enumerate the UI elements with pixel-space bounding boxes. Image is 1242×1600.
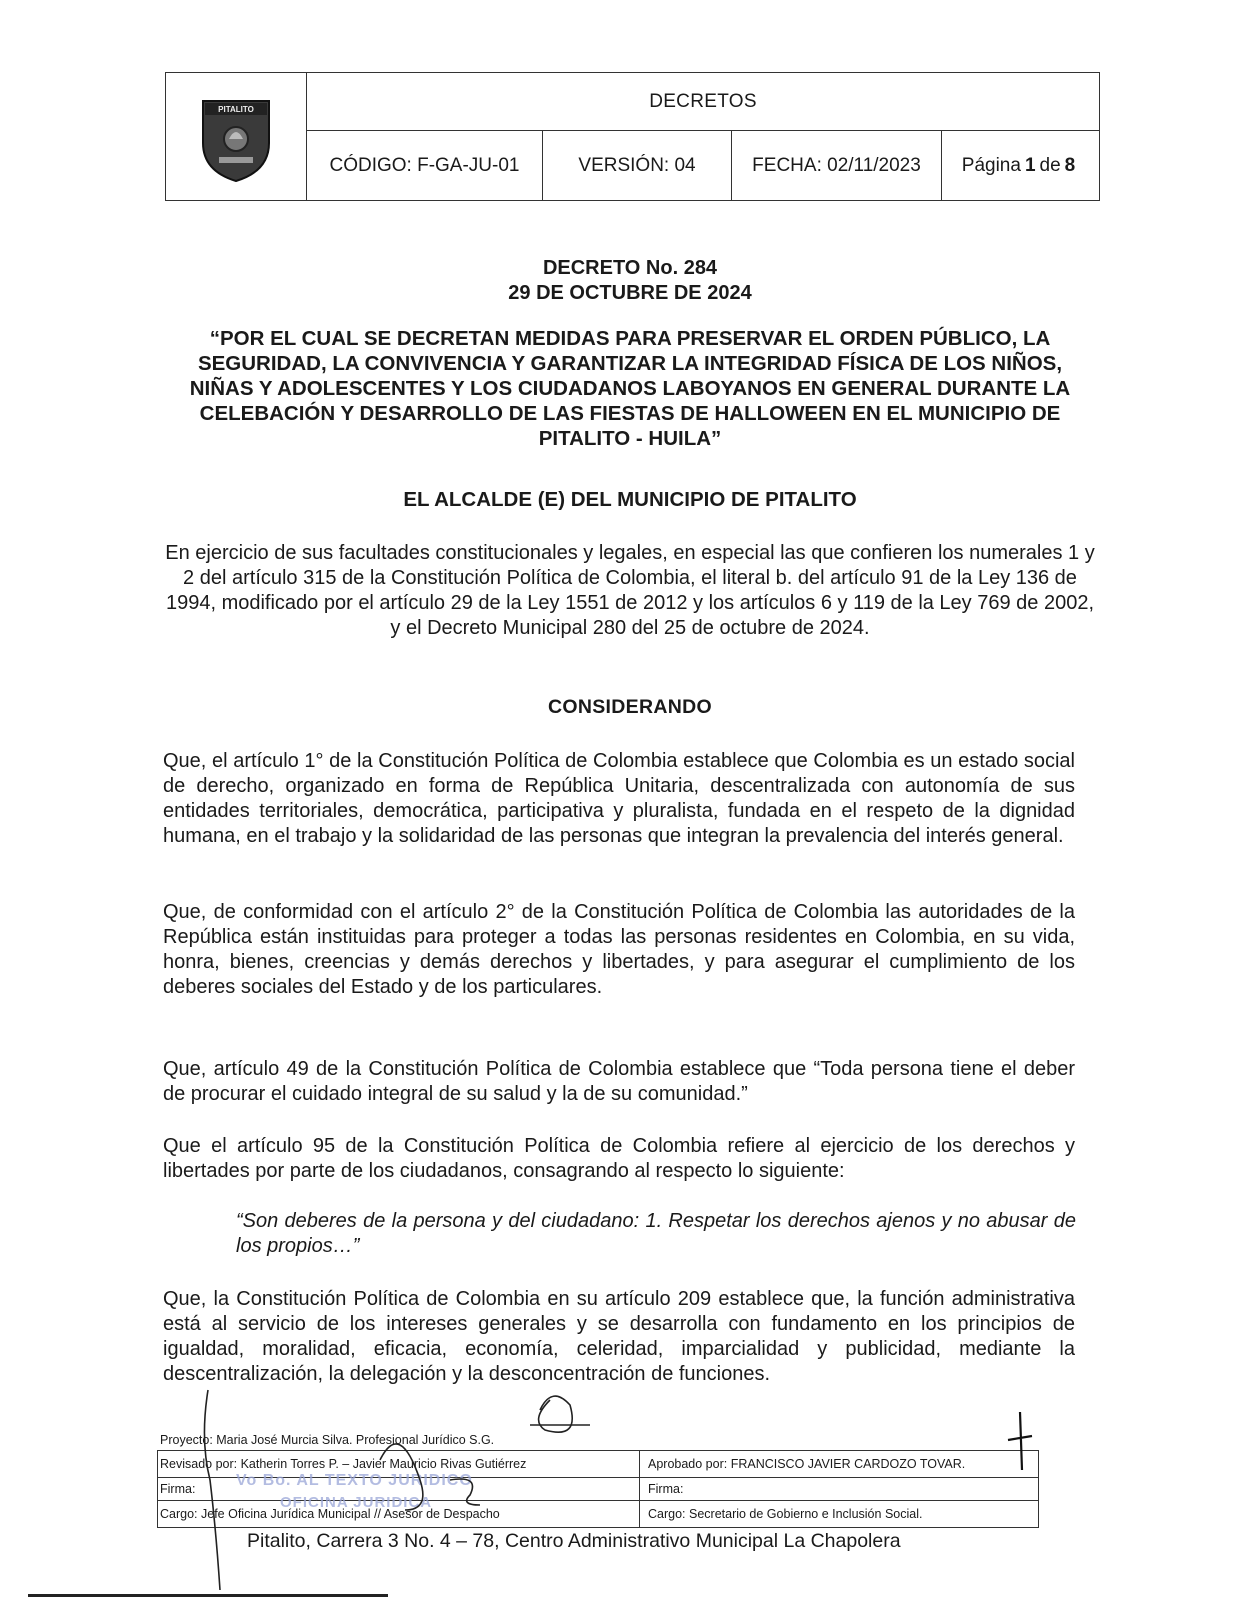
legal-stamp-line-1: Vo Bo. AL TEXTO JURIDICO — [236, 1472, 473, 1489]
legal-stamp-line-2: OFICINA JURIDICA — [280, 1494, 433, 1511]
aprobado-cell: Aprobado por: FRANCISCO JAVIER CARDOZO TOVAR. — [640, 1451, 1038, 1478]
decree-date: 29 DE OCTUBRE DE 2024 — [508, 282, 752, 304]
decree-heading — [160, 256, 1100, 306]
pagina-cell — [942, 131, 1099, 200]
paragraph-1: Que, el artículo 1° de la Constitución Política de Colombia establece que Colombia es un estado social de derecho, organizado en forma de República Unitaria, descentralizada con autonomía de sus entidades territoriales, democrática, participativa y pluralista, fundada en el respeto de la dignidad humana, en el trabajo y la solidaridad de las personas que integran la prevalencia del interés general. — [163, 750, 1075, 847]
decree-intro: En ejercicio de sus facultades constitucionales y legales, en especial las que confieren los numerales 1 y 2 del artículo 315 de la Constitución Política de Colombia, el literal b. del artículo 91 de la Ley 136 de 1994, modificado por el artículo 29 de la Ley 1551 de 2012 y los artículos 6 y 119 de la Ley 769 de 2002, y el Decreto Municipal 280 del 25 de octubre de 2024. — [165, 542, 1095, 639]
header-title: DECRETOS — [307, 73, 1099, 131]
proyecto-line: Proyecto: Maria José Murcia Silva. Profesional Jurídico S.G. — [160, 1433, 495, 1447]
considerando-heading: CONSIDERANDO — [548, 696, 712, 718]
bottom-rule — [28, 1594, 388, 1597]
logo-text: PITALITO — [218, 104, 254, 114]
municipal-logo — [166, 73, 307, 200]
header-table — [165, 72, 1100, 201]
revisado-cell: Revisado por: Katherin Torres P. – Javier Mauricio Rivas Gutiérrez — [158, 1451, 639, 1478]
paragraph-5: Que, la Constitución Política de Colombia en su artículo 209 establece que, la función administrativa está al servicio de los intereses generales y se desarrolla con fundamento en los principios de igualdad, moralidad, eficacia, economía, celeridad, imparcialidad y publicidad, mediante la descentralización, la delegación y la desconcentración de funciones. — [163, 1288, 1075, 1385]
paragraph-4: Que el artículo 95 de la Constitución Política de Colombia refiere al ejercicio de los derechos y libertades por parte de los ciudadanos, consagrando al respecto lo siguiente: — [163, 1135, 1075, 1182]
fecha-cell: FECHA: 02/11/2023 — [732, 131, 942, 200]
pagina-total: 8 — [1064, 154, 1076, 176]
pagina-prefix: Página — [961, 154, 1021, 176]
firma-left-cell: Firma: — [158, 1478, 639, 1501]
decree-number: DECRETO No. 284 — [542, 257, 718, 279]
decree-title: “POR EL CUAL SE DECRETAN MEDIDAS PARA PRESERVAR EL ORDEN PÚBLICO, LA SEGURIDAD, LA CONVIVENCIA Y GARANTIZAR LA INTEGRIDAD FÍSICA DE LOS NIÑOS, NIÑAS Y ADOLESCENTES Y LOS CIUDADANOS LABOYANOS EN GENERAL DURANTE LA CELEBACIÓN Y DESARROLLO DE LAS FIESTAS DE HALLOWEEN EN EL MUNICIPIO DE PITALITO - HUILA” — [189, 327, 1071, 450]
version-cell: VERSIÓN: 04 — [543, 131, 732, 200]
pagina-number: 1 — [1024, 154, 1036, 176]
pagina-de: de — [1039, 154, 1061, 176]
codigo-cell: CÓDIGO: F-GA-JU-01 — [307, 131, 543, 200]
footer-address: Pitalito, Carrera 3 No. 4 – 78, Centro Administrativo Municipal La Chapolera — [247, 1530, 901, 1552]
cargo-left-cell: Cargo: Jefe Oficina Jurídica Municipal // Asesor de Despacho — [160, 1507, 500, 1521]
quoted-article: “Son deberes de la persona y del ciudadano: 1. Respetar los derechos ajenos y no abusar de los propios…” — [236, 1210, 1076, 1257]
decree-authority: EL ALCALDE (E) DEL MUNICIPIO DE PITALITO — [403, 488, 857, 511]
paragraph-2: Que, de conformidad con el artículo 2° de la Constitución Política de Colombia las autoridades de la República están instituidas para proteger a todas las personas residentes en Colombia, en su vida, honra, bienes, creencias y demás derechos y libertades, y para asegurar el cumplimiento de los deberes sociales del Estado y de los particulares. — [163, 901, 1075, 998]
cargo-right-cell: Cargo: Secretario de Gobierno e Inclusión Social. — [648, 1507, 923, 1521]
paragraph-3: Que, artículo 49 de la Constitución Política de Colombia establece que “Toda persona tiene el deber de procurar el cuidado integral de su salud y la de su comunidad.” — [163, 1058, 1075, 1105]
firma-right-cell: Firma: — [640, 1478, 1038, 1501]
pitalito-crest-icon — [199, 91, 273, 183]
